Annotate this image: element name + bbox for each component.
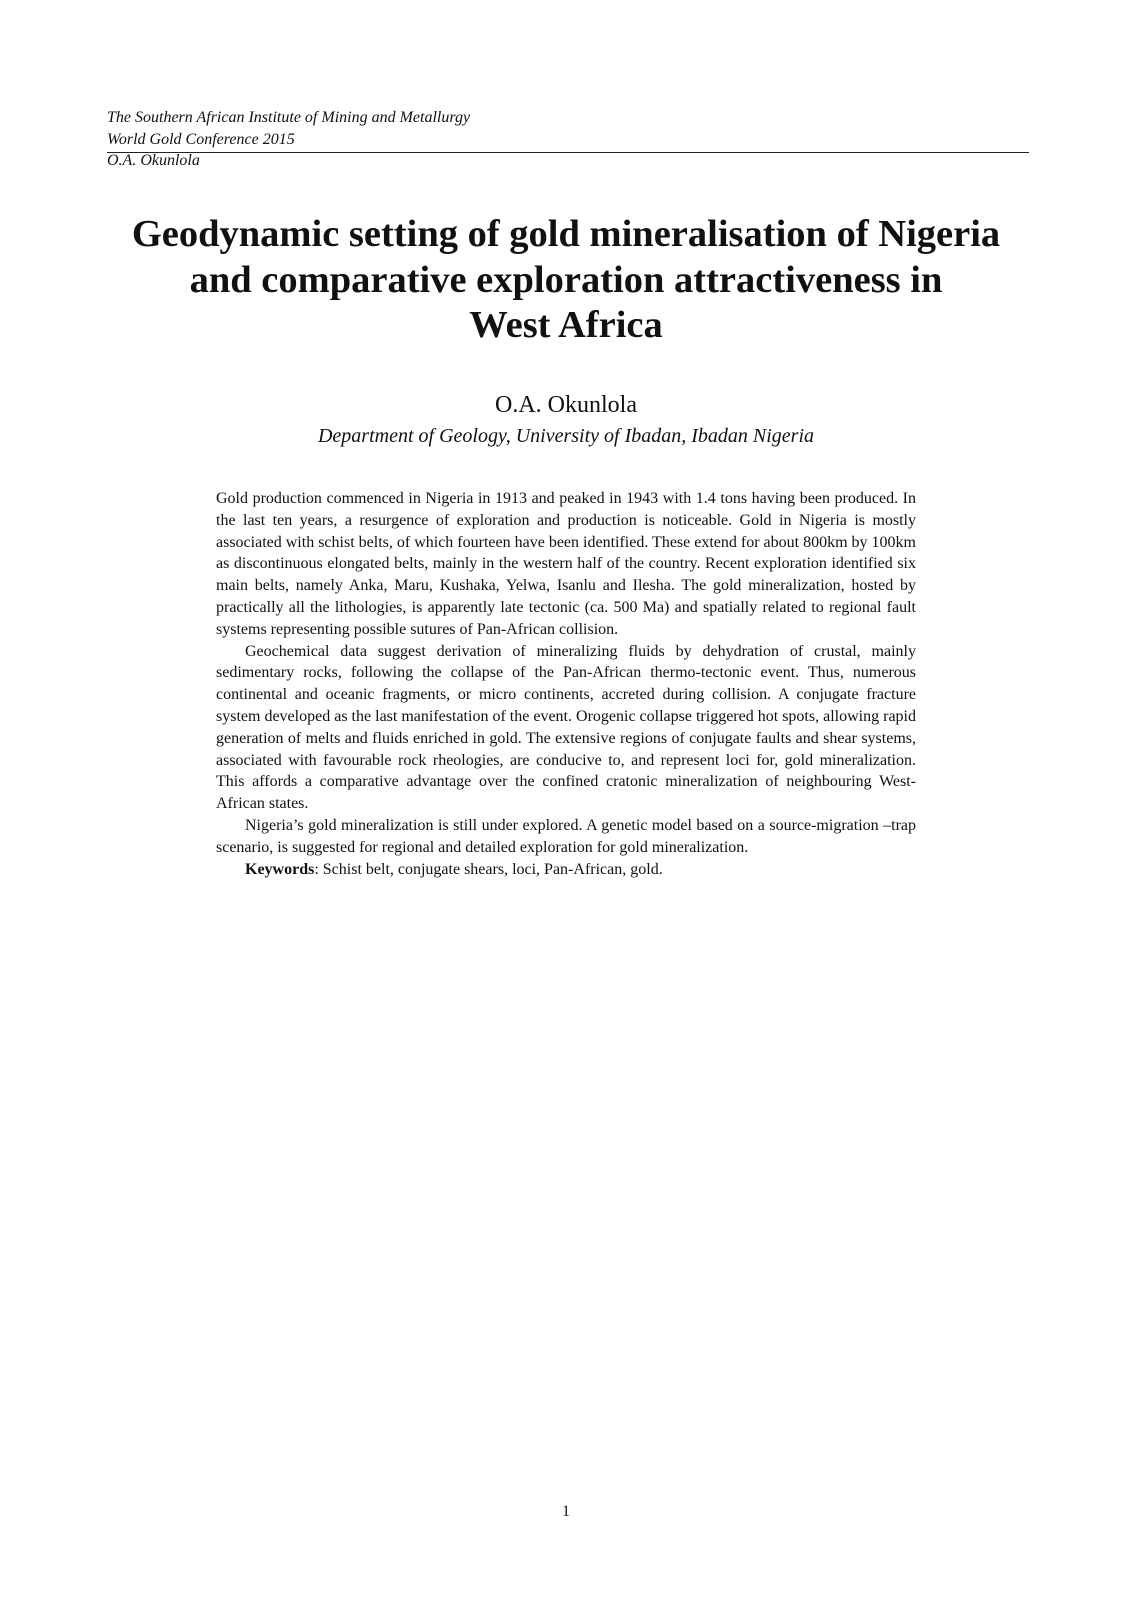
- page-number: 1: [562, 1503, 570, 1520]
- header-author: O.A. Okunlola: [107, 152, 200, 169]
- keywords-text: : Schist belt, conjugate shears, loci, Pan-African, gold.: [314, 860, 663, 878]
- abstract: [216, 488, 916, 880]
- keywords: [216, 859, 916, 881]
- header-institute: The Southern African Institute of Mining and Metallurgy: [107, 109, 471, 126]
- abstract-paragraph-2: Geochemical data suggest derivation of mineralizing fluids by dehydration of crustal, mainly sedimentary rocks, following the collapse of the Pan-African thermo-tectonic event. Thus, numerous continental and oceanic fragments, or micro continents, accreted during collision. A conjugate fracture system developed as the last manifestation of the event. Orogenic collapse triggered hot spots, allowing rapid generation of melts and fluids enriched in gold. The extensive regions of conjugate faults and shear systems, associated with favourable rock rheologies, are conducive to, and represent loci for, gold mineralization. This affords a comparative advantage over the confined cratonic mineralization of neighbouring West-African states.: [216, 642, 916, 813]
- title-line-2: and comparative exploration attractiveness in: [189, 258, 943, 301]
- header-conference: World Gold Conference 2015: [107, 130, 295, 148]
- title-line-3: West Africa: [469, 304, 663, 346]
- header-rule: [107, 152, 1029, 153]
- paper-title: [100, 212, 1032, 349]
- keywords-label: Keywords: [245, 860, 315, 878]
- abstract-paragraph-1: Gold production commenced in Nigeria in 1913 and peaked in 1943 with 1.4 tons having been produced. In the last ten years, a resurgence of exploration and production is noticeable. Gold in Nigeria is mostly associated with schist belts, of which fourteen have been identified. These extend for about 800km by 100km as discontinuous elongated belts, mainly in the western half of the country. Recent exploration identified six main belts, namely Anka, Maru, Kushaka, Yelwa, Isanlu and Ilesha. The gold mineralization, hosted by practically all the lithologies, is apparently late tectonic (ca. 500 Ma) and spatially related to regional fault systems representing possible sutures of Pan-African collision.: [216, 490, 916, 638]
- title-line-1: Geodynamic setting of gold mineralisation of Nigeria: [131, 213, 1001, 255]
- abstract-paragraph-3: Nigeria’s gold mineralization is still under explored. A genetic model based on a source-migration –trap scenario, is suggested for regional and detailed exploration for gold mineralization.: [216, 816, 916, 856]
- author-name: O.A. Okunlola: [495, 392, 637, 418]
- author-affiliation: Department of Geology, University of Ibadan, Ibadan Nigeria: [317, 425, 815, 447]
- running-header: [107, 107, 1029, 172]
